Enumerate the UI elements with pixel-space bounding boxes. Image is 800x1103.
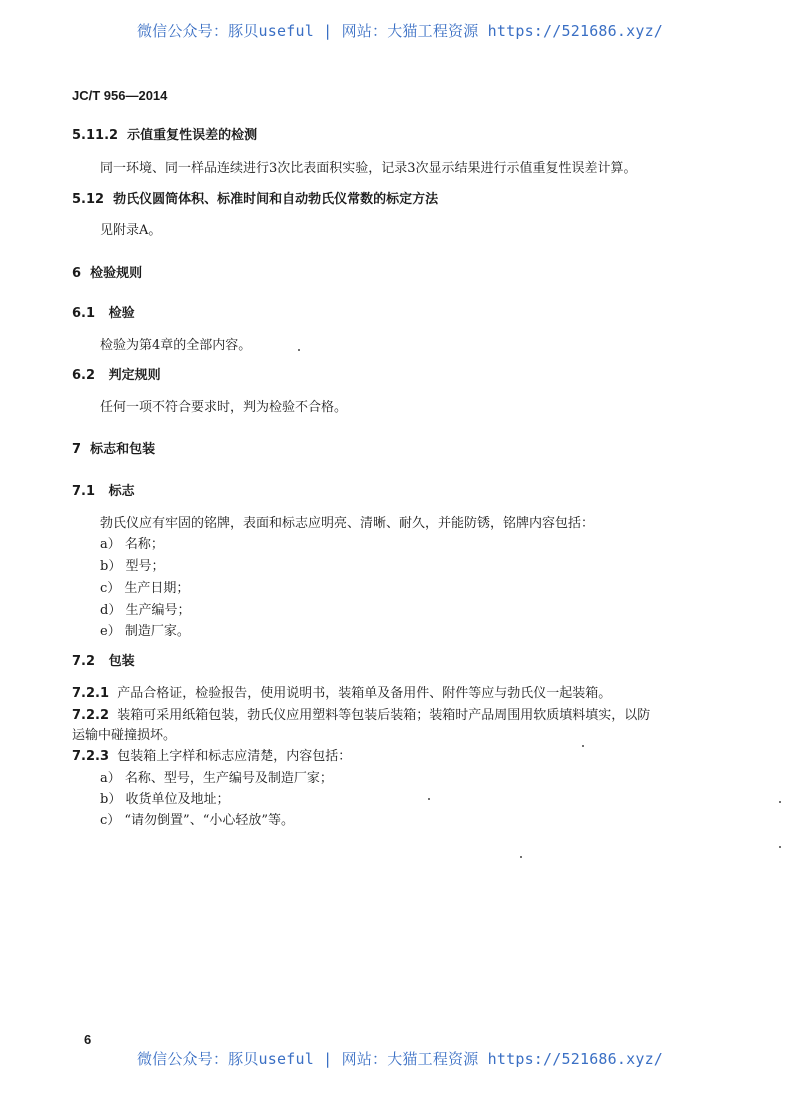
scan-speck [298, 349, 300, 351]
clause-6-1-heading [72, 302, 135, 321]
watermark-text: 微信公众号：豚贝useful | 网站： [136, 22, 388, 40]
clause-6-2-body: 任何一项不符合要求时，判为检验不合格。 [100, 400, 348, 415]
clause-7-2-2 [72, 704, 650, 723]
chapter-6-heading [72, 262, 142, 281]
watermark-text: 微信公众号：豚贝useful | 网站： [136, 1050, 388, 1068]
clause-6-1-body: 检验为第4章的全部内容。 [100, 338, 252, 353]
scan-speck [582, 745, 584, 747]
clause-7-2-1 [72, 682, 611, 701]
watermark-bottom [0, 1048, 800, 1069]
list-item: c） “请勿倒置”、“小心轻放”等。 [100, 813, 294, 828]
watermark-top [0, 20, 800, 41]
list-item: a） 名称、型号，生产编号及制造厂家； [100, 771, 333, 786]
watermark-link-label[interactable]: 大猫工程资源 [387, 22, 479, 40]
clause-number: 7.2.2 [72, 708, 110, 723]
clause-5-11-2-body: 同一环境、同一样品连续进行3次比表面积实验，记录3次显示结果进行示值重复性误差计算。 [100, 161, 637, 176]
clause-5-12-body: 见附录A。 [100, 223, 162, 238]
clause-title: 示值重复性误差的检测 [127, 128, 258, 143]
clause-number: 6.2 [72, 368, 96, 383]
scan-speck [779, 846, 781, 848]
clause-body: 包装箱上字样和标志应清楚，内容包括： [117, 749, 352, 764]
list-item: a） 名称； [100, 537, 164, 552]
clause-7-1-heading [72, 480, 135, 499]
scan-speck [428, 798, 430, 800]
clause-5-11-2-heading [72, 124, 257, 143]
clause-7-2-2-continued: 运输中碰撞损坏。 [72, 728, 177, 743]
clause-number: 5.12 [72, 192, 105, 207]
clause-6-2-heading [72, 364, 161, 383]
clause-number: 7.2 [72, 654, 96, 669]
chapter-7-heading [72, 438, 155, 457]
clause-title: 包装 [108, 654, 135, 669]
chapter-title: 检验规则 [90, 266, 143, 281]
clause-number: 5.11.2 [72, 128, 119, 143]
chapter-number: 7 [72, 442, 82, 457]
clause-title: 检验 [108, 306, 135, 321]
scan-speck [779, 801, 781, 803]
chapter-title: 标志和包装 [90, 442, 156, 457]
clause-body: 产品合格证，检验报告，使用说明书，装箱单及备用件、附件等应与勃氏仪一起装箱。 [117, 686, 612, 701]
clause-7-1-body: 勃氏仪应有牢固的铭牌，表面和标志应明亮、清晰、耐久，并能防锈，铭牌内容包括： [100, 516, 595, 531]
clause-number: 7.2.3 [72, 749, 110, 764]
scan-speck [520, 856, 522, 858]
list-item: e） 制造厂家。 [100, 624, 190, 639]
clause-5-12-heading [72, 188, 438, 207]
clause-title: 标志 [108, 484, 135, 499]
list-item: d） 生产编号； [100, 603, 191, 618]
list-item: c） 生产日期； [100, 581, 190, 596]
clause-title: 判定规则 [108, 368, 161, 383]
clause-title: 勃氏仪圆筒体积、标准时间和自动勃氏仪常数的标定方法 [113, 192, 439, 207]
chapter-number: 6 [72, 266, 82, 281]
clause-number: 7.1 [72, 484, 96, 499]
clause-number: 6.1 [72, 306, 96, 321]
document-code: JC/T 956—2014 [72, 88, 168, 103]
clause-7-2-3 [72, 745, 351, 764]
clause-7-2-heading [72, 650, 135, 669]
watermark-link-label[interactable]: 大猫工程资源 [387, 1050, 479, 1068]
clause-number: 7.2.1 [72, 686, 110, 701]
page-number: 6 [84, 1032, 92, 1047]
watermark-url[interactable]: https://521686.xyz/ [487, 22, 664, 40]
list-item: b） 型号； [100, 559, 165, 574]
list-item: b） 收货单位及地址； [100, 792, 230, 807]
clause-body: 装箱可采用纸箱包装，勃氏仪应用塑料等包装后装箱；装箱时产品周围用软质填料填实，以防 [117, 708, 651, 723]
watermark-url[interactable]: https://521686.xyz/ [487, 1050, 664, 1068]
